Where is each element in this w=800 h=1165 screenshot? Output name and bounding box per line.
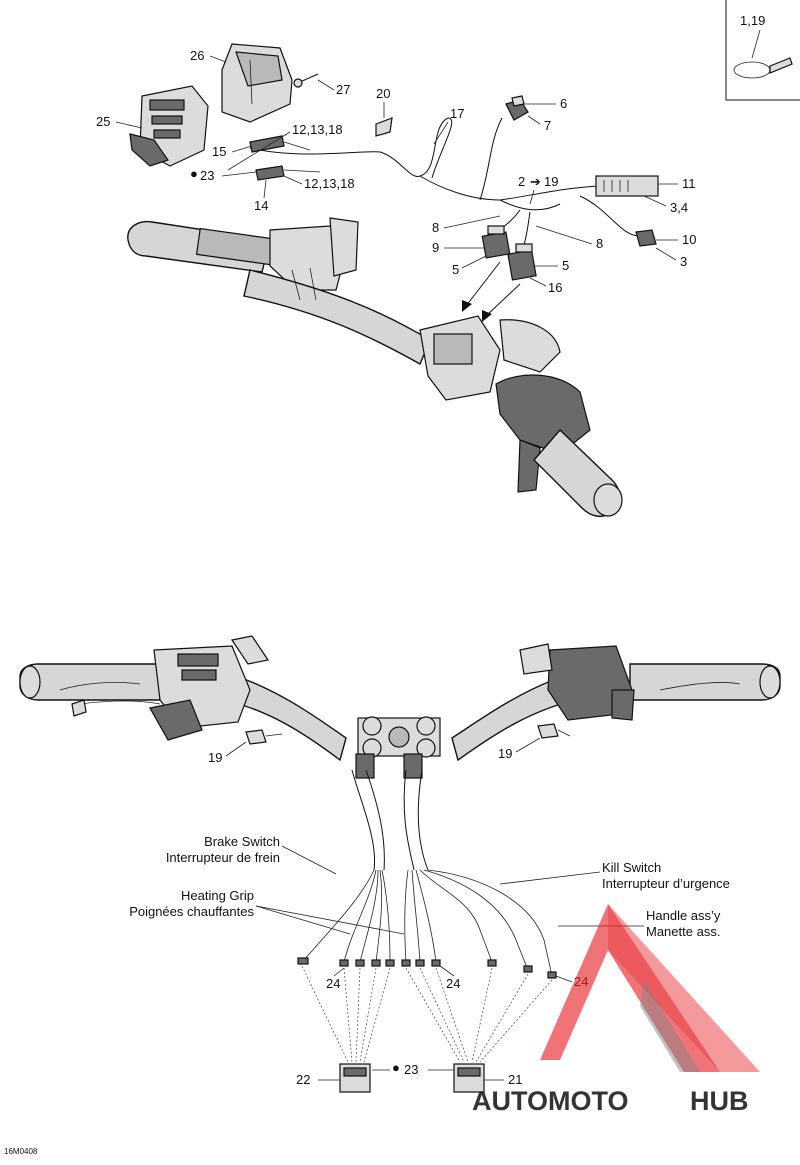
callout-14: 14 xyxy=(254,198,269,213)
screw-part-27 xyxy=(294,74,318,87)
callout-24-middle: 24 xyxy=(446,976,461,991)
callout-2: 2 xyxy=(518,174,526,189)
callout-21: 21 xyxy=(508,1072,523,1087)
heating-grip-label-fr: Poignées chauffantes xyxy=(129,904,254,919)
callout-23-bottom-prefix: ● xyxy=(392,1060,400,1075)
connector-part-6-7 xyxy=(506,96,528,120)
callout-24-left: 24 xyxy=(326,976,341,991)
callout-27: 27 xyxy=(336,82,351,97)
callout-23-bottom: 23 xyxy=(404,1062,419,1077)
module-part-11 xyxy=(596,176,658,196)
handle-assy-label-fr: Manette ass. xyxy=(646,924,721,939)
callout-22: 22 xyxy=(296,1072,311,1087)
arrow-glyph: ➔ xyxy=(530,174,541,189)
callout-8-left: 8 xyxy=(432,220,440,235)
callout-19-upper: 19 xyxy=(544,174,559,189)
callout-11: 11 xyxy=(682,176,696,191)
connector-part-10 xyxy=(636,230,656,246)
switch-housing-part-25 xyxy=(130,86,208,166)
callout-20: 20 xyxy=(376,86,391,101)
callout-9: 9 xyxy=(432,240,440,255)
callout-10: 10 xyxy=(682,232,697,247)
brake-switch-label: Brake Switch xyxy=(204,834,280,849)
callout-3: 3 xyxy=(680,254,688,269)
upper-exploded-view xyxy=(128,44,658,516)
callout-12-13-18-a: 12,13,18 xyxy=(292,122,343,137)
callout-8-right: 8 xyxy=(596,236,604,251)
callout-6: 6 xyxy=(560,96,568,111)
callout-3-4: 3,4 xyxy=(670,200,689,215)
callout-5-left: 5 xyxy=(452,262,460,277)
callout-12-13-18-b: 12,13,18 xyxy=(304,176,355,191)
watermark-text-automoto: AUTOMOTO xyxy=(472,1086,629,1116)
handle-cover-part-26 xyxy=(222,44,292,122)
callout-26: 26 xyxy=(190,48,205,63)
callout-25: 25 xyxy=(96,114,111,129)
callout-7: 7 xyxy=(544,118,552,133)
callout-23-top-prefix: ● xyxy=(190,166,198,181)
lower-handlebar-view xyxy=(20,636,780,870)
handle-assy-label: Handle ass’y xyxy=(646,908,721,923)
watermark-text-hub: HUB xyxy=(690,1086,749,1116)
corner-box-label: 1,19 xyxy=(740,13,766,28)
callout-5-right: 5 xyxy=(562,258,570,273)
corner-reference-box xyxy=(726,0,800,100)
terminal-connectors-part-12-14 xyxy=(250,136,320,180)
callout-16: 16 xyxy=(548,280,563,295)
heating-grip-label: Heating Grip xyxy=(181,888,254,903)
callout-15: 15 xyxy=(212,144,227,159)
brake-switch-label-fr: Interrupteur de frein xyxy=(165,850,280,865)
lower-callouts xyxy=(208,738,588,1087)
diagram-code: 16M0408 xyxy=(4,1147,38,1156)
callout-23-top: 23 xyxy=(200,168,215,183)
callout-19-left: 19 xyxy=(208,750,223,765)
kill-switch-label-fr: Interrupteur d’urgence xyxy=(602,876,730,891)
connectors-part-9-16 xyxy=(482,226,536,280)
handlebar-assembly xyxy=(128,218,622,516)
callout-17: 17 xyxy=(450,106,465,121)
kill-switch-label: Kill Switch xyxy=(602,860,662,875)
clip-part-20 xyxy=(376,118,392,136)
callout-19-right: 19 xyxy=(498,746,513,761)
